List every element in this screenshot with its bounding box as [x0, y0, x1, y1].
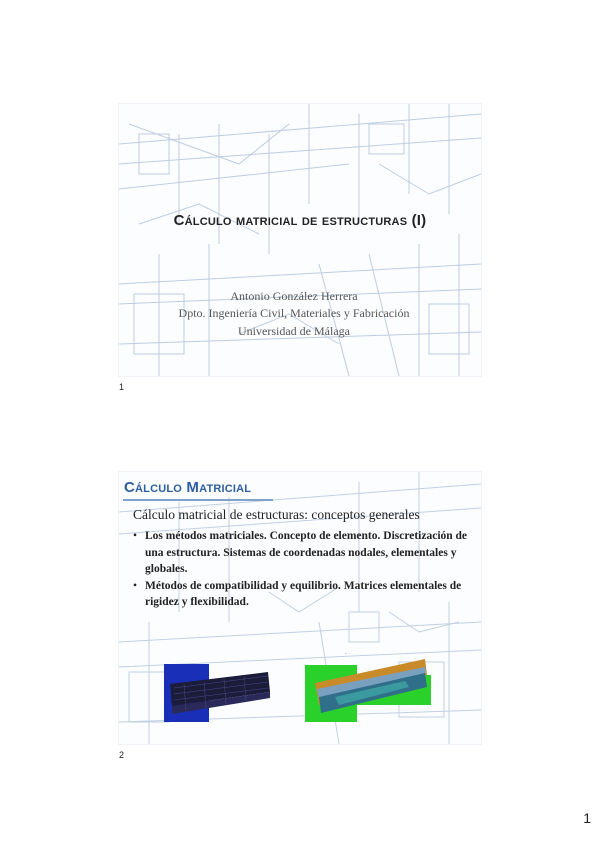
bullet-text: Métodos de compatibilidad y equilibrio. Matrices elementales de rigidez y flexibilidad.: [145, 579, 462, 608]
slide-1: [118, 103, 482, 377]
author-department: Dpto. Ingeniería Civil, Materiales y Fabricación: [178, 306, 410, 320]
slide-title: Cálculo Matricial: [124, 479, 252, 496]
page-number: 1: [583, 810, 591, 826]
author-university: Universidad de Málaga: [238, 324, 350, 338]
slide-number: 1: [119, 382, 125, 392]
fe-stress-contour-image: [305, 653, 431, 722]
bullet-marker: •: [133, 530, 138, 542]
fe-beam-mesh-image: [164, 664, 274, 722]
slide-subtitle: Cálculo matricial de estructuras: conceptos generales: [133, 507, 420, 522]
list-item: [131, 578, 471, 611]
slide-title: Cálculo matricial de estructuras (I): [173, 212, 427, 229]
title-underline: [123, 499, 273, 501]
list-item: [131, 528, 471, 578]
slide-number: 2: [119, 750, 125, 760]
author-name: Antonio González Herrera: [230, 289, 358, 303]
bullet-text: Los métodos matriciales. Concepto de elemento. Discretización de una estructura. Sistemas de coordenadas nodales, elementales y globales.: [145, 530, 468, 575]
bullet-marker: •: [133, 579, 138, 592]
bullet-list: [131, 528, 471, 611]
slide-2: [118, 471, 482, 745]
